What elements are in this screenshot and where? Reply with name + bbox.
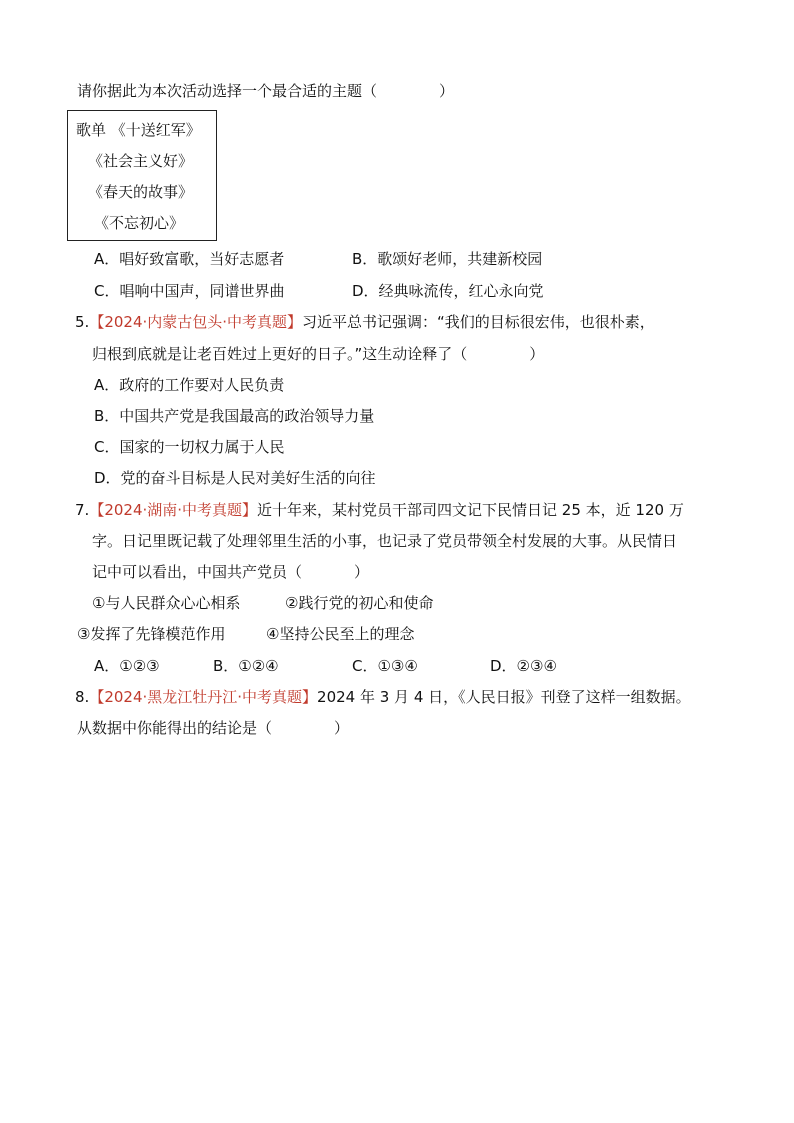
q5-source-tag: 【2024·内蒙古包头·中考真题】: [89, 313, 303, 331]
q5-number: 5.: [75, 313, 90, 331]
prev-option-d: D．经典咏流传，红心永向党: [352, 282, 544, 300]
q7-statement-4: ④坚持公民至上的理念: [266, 625, 415, 643]
q5-stem-1: 习近平总书记强调：“我们的目标很宏伟，也很朴素，: [302, 313, 655, 331]
q7-statement-3: ③发挥了先锋模范作用: [77, 625, 226, 643]
q8-stem-2: 从数据中你能得出的结论是（: [77, 719, 273, 737]
q8-source-tag: 【2024·黑龙江牡丹江·中考真题】: [89, 688, 318, 706]
q7-stem-2: 字。日记里既记载了处理邻里生活的小事，也记录了党员带领全村发展的大事。从民情日: [92, 532, 678, 550]
q8-stem-1: 2024 年 3 月 4 日，《人民日报》刊登了这样一组数据。: [317, 688, 691, 706]
q7-close: ）: [354, 563, 370, 581]
q5-close: ）: [529, 345, 545, 363]
q5-line1: [75, 312, 655, 332]
q7-option-d: D．②③④: [490, 657, 557, 675]
intro-text: 请你据此为本次活动选择一个最合适的主题（: [77, 82, 378, 100]
q7-option-c: C．①③④: [352, 657, 418, 675]
q7-stem-3: 记中可以看出，中国共产党员（: [92, 563, 303, 581]
q7-option-b: B．①②④: [213, 657, 279, 675]
song-3: 《春天的故事》: [88, 183, 194, 201]
q8-close: ）: [334, 719, 350, 737]
q5-line2: [92, 344, 544, 364]
song-2: 《社会主义好》: [88, 152, 194, 170]
q8-number: 8.: [75, 688, 90, 706]
q8-line1: [75, 687, 691, 707]
q7-source-tag: 【2024·湖南·中考真题】: [89, 501, 258, 519]
q5-option-d: D．党的奋斗目标是人民对美好生活的向往: [94, 469, 376, 487]
q7-option-a: A．①②③: [94, 657, 160, 675]
intro-line: [77, 81, 454, 101]
q5-stem-2: 归根到底就是让老百姓过上更好的日子。”这生动诠释了（: [92, 345, 468, 363]
q7-stem-1: 近十年来，某村党员干部司四文记下民情日记 25 本，近 120 万: [257, 501, 684, 519]
q5-option-a: A．政府的工作要对人民负责: [94, 376, 285, 394]
songlist-box: [67, 110, 217, 241]
q7-statement-2: ②践行党的初心和使命: [285, 594, 434, 612]
q7-number: 7.: [75, 501, 90, 519]
q7-line3: [92, 562, 369, 582]
q7-statement-1: ①与人民群众心心相系: [92, 594, 241, 612]
q7-line1: [75, 500, 684, 520]
prev-option-a: A．唱好致富歌，当好志愿者: [94, 250, 285, 268]
q8-line2: [77, 718, 349, 738]
prev-option-b: B．歌颂好老师，共建新校园: [352, 250, 543, 268]
intro-close: ）: [439, 82, 455, 100]
songlist-row-1: [76, 120, 201, 140]
q5-option-b: B．中国共产党是我国最高的政治领导力量: [94, 407, 375, 425]
songlist-label: 歌单: [76, 121, 107, 139]
song-4: 《不忘初心》: [94, 214, 185, 232]
q5-option-c: C．国家的一切权力属于人民: [94, 438, 285, 456]
prev-option-c: C．唱响中国声，同谱世界曲: [94, 282, 285, 300]
song-1: 《十送红军》: [110, 121, 201, 139]
